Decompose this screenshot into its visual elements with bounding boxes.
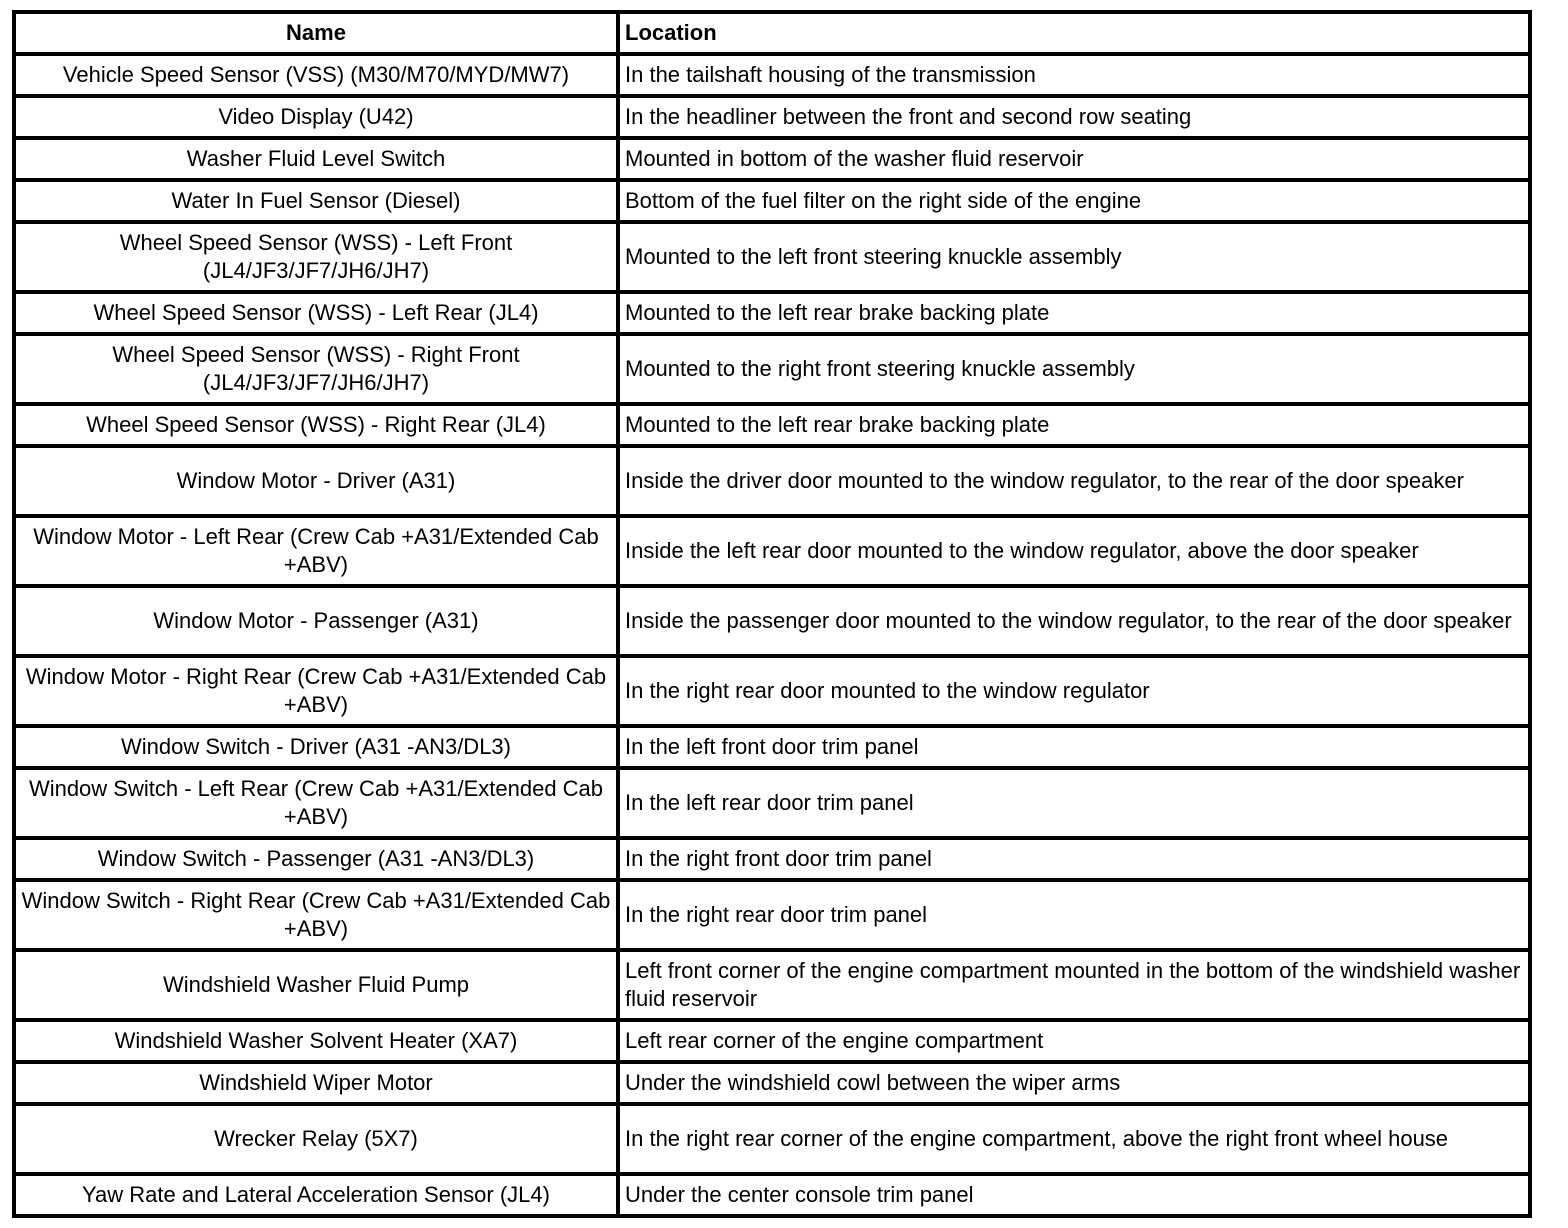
component-name: Window Motor - Right Rear (Crew Cab +A31/Extended Cab +ABV): [14, 656, 618, 726]
component-location: Under the center console trim panel: [618, 1174, 1530, 1216]
component-location: Mounted to the right front steering knuckle assembly: [618, 334, 1530, 404]
component-location: Under the windshield cowl between the wiper arms: [618, 1062, 1530, 1104]
table-row: [14, 334, 1530, 404]
component-name: Wheel Speed Sensor (WSS) - Left Rear (JL4): [14, 292, 618, 334]
table-row: [14, 516, 1530, 586]
component-name: Vehicle Speed Sensor (VSS) (M30/M70/MYD/MW7): [14, 54, 618, 96]
component-location: In the left front door trim panel: [618, 726, 1530, 768]
component-location: Mounted to the left rear brake backing plate: [618, 404, 1530, 446]
component-location: Inside the driver door mounted to the window regulator, to the rear of the door speaker: [618, 446, 1530, 516]
component-name: Window Motor - Left Rear (Crew Cab +A31/Extended Cab +ABV): [14, 516, 618, 586]
component-location: Mounted in bottom of the washer fluid reservoir: [618, 138, 1530, 180]
component-location: Left rear corner of the engine compartment: [618, 1020, 1530, 1062]
component-location-table: [12, 10, 1532, 1218]
table-row: [14, 950, 1530, 1020]
table-row: [14, 54, 1530, 96]
table-row: [14, 586, 1530, 656]
table-row: [14, 1174, 1530, 1216]
component-name: Wrecker Relay (5X7): [14, 1104, 618, 1174]
table-row: [14, 838, 1530, 880]
table-row: [14, 138, 1530, 180]
table-row: [14, 96, 1530, 138]
component-location: Left front corner of the engine compartment mounted in the bottom of the windshield washer fluid reservoir: [618, 950, 1530, 1020]
component-name: Video Display (U42): [14, 96, 618, 138]
header-name: Name: [14, 12, 618, 54]
table-row: [14, 1104, 1530, 1174]
component-name: Windshield Washer Fluid Pump: [14, 950, 618, 1020]
table-row: [14, 292, 1530, 334]
component-name: Windshield Wiper Motor: [14, 1062, 618, 1104]
component-name: Wheel Speed Sensor (WSS) - Right Front (JL4/JF3/JF7/JH6/JH7): [14, 334, 618, 404]
table-row: [14, 404, 1530, 446]
table-row: [14, 1020, 1530, 1062]
component-name: Window Motor - Passenger (A31): [14, 586, 618, 656]
component-name: Wheel Speed Sensor (WSS) - Left Front (JL4/JF3/JF7/JH6/JH7): [14, 222, 618, 292]
component-location: In the headliner between the front and second row seating: [618, 96, 1530, 138]
table-row: [14, 222, 1530, 292]
table-row: [14, 768, 1530, 838]
component-location: Inside the left rear door mounted to the window regulator, above the door speaker: [618, 516, 1530, 586]
component-location: In the left rear door trim panel: [618, 768, 1530, 838]
component-location: In the right front door trim panel: [618, 838, 1530, 880]
header-row: [14, 12, 1530, 54]
table-row: [14, 880, 1530, 950]
component-location: Mounted to the left front steering knuckle assembly: [618, 222, 1530, 292]
component-name: Washer Fluid Level Switch: [14, 138, 618, 180]
component-name: Window Switch - Passenger (A31 -AN3/DL3): [14, 838, 618, 880]
component-name: Window Switch - Left Rear (Crew Cab +A31/Extended Cab +ABV): [14, 768, 618, 838]
table-row: [14, 726, 1530, 768]
component-location: In the tailshaft housing of the transmission: [618, 54, 1530, 96]
table-row: [14, 180, 1530, 222]
component-location: Inside the passenger door mounted to the window regulator, to the rear of the door speaker: [618, 586, 1530, 656]
component-name: Window Motor - Driver (A31): [14, 446, 618, 516]
table-row: [14, 446, 1530, 516]
component-location: Mounted to the left rear brake backing plate: [618, 292, 1530, 334]
component-name: Yaw Rate and Lateral Acceleration Sensor (JL4): [14, 1174, 618, 1216]
header-location: Location: [618, 12, 1530, 54]
component-name: Wheel Speed Sensor (WSS) - Right Rear (JL4): [14, 404, 618, 446]
component-location: Bottom of the fuel filter on the right side of the engine: [618, 180, 1530, 222]
component-name: Water In Fuel Sensor (Diesel): [14, 180, 618, 222]
component-name: Windshield Washer Solvent Heater (XA7): [14, 1020, 618, 1062]
component-location: In the right rear door trim panel: [618, 880, 1530, 950]
component-location: In the right rear corner of the engine compartment, above the right front wheel house: [618, 1104, 1530, 1174]
component-location: In the right rear door mounted to the window regulator: [618, 656, 1530, 726]
table-row: [14, 656, 1530, 726]
component-name: Window Switch - Driver (A31 -AN3/DL3): [14, 726, 618, 768]
table-row: [14, 1062, 1530, 1104]
component-name: Window Switch - Right Rear (Crew Cab +A31/Extended Cab +ABV): [14, 880, 618, 950]
